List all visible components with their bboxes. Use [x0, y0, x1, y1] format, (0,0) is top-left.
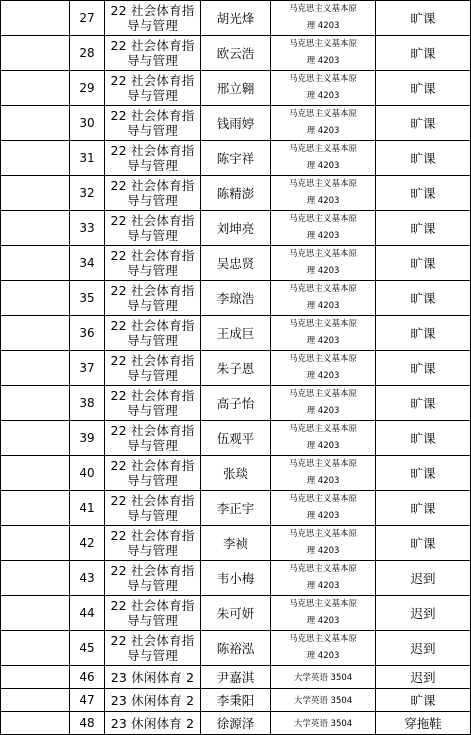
attendance-status: 旷课 — [376, 71, 471, 106]
course-line-2: 理 4203 — [306, 406, 340, 416]
student-name: 伍观平 — [201, 421, 271, 456]
class-line-1: 22 社会体育指 — [110, 528, 195, 543]
class-cell — [105, 316, 201, 351]
class-line-2: 导与管理 — [127, 333, 178, 348]
course-line-2: 理 4203 — [306, 476, 340, 486]
class-line-2: 导与管理 — [127, 648, 178, 663]
course-room-cell — [271, 141, 376, 176]
course-room-cell — [271, 666, 376, 689]
table-row — [1, 1, 471, 36]
course-line-2: 理 4203 — [306, 196, 340, 206]
attendance-status: 旷课 — [376, 281, 471, 316]
student-name: 陈裕泓 — [201, 631, 271, 666]
table-row — [1, 666, 471, 689]
class-cell — [105, 106, 201, 141]
table-row — [1, 712, 471, 735]
row-number: 38 — [70, 386, 105, 421]
class-cell — [105, 631, 201, 666]
blank-cell — [1, 211, 70, 246]
course-line-2: 理 4203 — [306, 546, 340, 556]
attendance-status: 旷课 — [376, 141, 471, 176]
course-room-cell — [271, 316, 376, 351]
attendance-status: 迟到 — [376, 596, 471, 631]
course-line-2: 理 4203 — [306, 616, 340, 626]
course-room-cell — [271, 1, 376, 36]
course-line-1: 马克思主义基本原 — [288, 74, 357, 84]
attendance-status: 旷课 — [376, 456, 471, 491]
class-line-2: 导与管理 — [127, 613, 178, 628]
blank-cell — [1, 491, 70, 526]
course-line-2: 理 4203 — [306, 126, 340, 136]
class-line-2: 导与管理 — [127, 578, 178, 593]
course-line-1: 马克思主义基本原 — [288, 494, 357, 504]
course-line-1: 马克思主义基本原 — [288, 354, 357, 364]
class-line-2: 导与管理 — [127, 508, 178, 523]
table-row — [1, 351, 471, 386]
course-line-2: 理 4203 — [306, 371, 340, 381]
class-line-2: 导与管理 — [127, 193, 178, 208]
course-line-1: 大学英语 3504 — [293, 719, 353, 729]
course-room-cell — [271, 71, 376, 106]
attendance-status: 旷课 — [376, 491, 471, 526]
row-number: 33 — [70, 211, 105, 246]
attendance-status: 旷课 — [376, 351, 471, 386]
table-row — [1, 211, 471, 246]
attendance-status: 旷课 — [376, 211, 471, 246]
course-line-1: 马克思主义基本原 — [288, 39, 357, 49]
student-name: 陈宇祥 — [201, 141, 271, 176]
table-row — [1, 36, 471, 71]
class-line-1: 22 社会体育指 — [110, 213, 195, 228]
table-row — [1, 281, 471, 316]
table-row — [1, 176, 471, 211]
class-cell — [105, 491, 201, 526]
blank-cell — [1, 176, 70, 211]
course-room-cell — [271, 456, 376, 491]
course-line-2: 理 4203 — [306, 336, 340, 346]
student-name: 李正宇 — [201, 491, 271, 526]
course-room-cell — [271, 689, 376, 712]
blank-cell — [1, 71, 70, 106]
attendance-status: 旷课 — [376, 36, 471, 71]
attendance-status: 旷课 — [376, 246, 471, 281]
course-line-1: 马克思主义基本原 — [288, 634, 357, 644]
row-number: 45 — [70, 631, 105, 666]
class-line-1: 22 社会体育指 — [110, 458, 195, 473]
course-line-2: 理 4203 — [306, 441, 340, 451]
class-cell — [105, 526, 201, 561]
course-line-1: 马克思主义基本原 — [288, 319, 357, 329]
student-name: 欧云浩 — [201, 36, 271, 71]
class-line-1: 23 休闲体育 2 — [110, 669, 195, 685]
course-room-cell — [271, 106, 376, 141]
attendance-status: 旷课 — [376, 1, 471, 36]
class-line-1: 22 社会体育指 — [110, 318, 195, 333]
class-line-1: 22 社会体育指 — [110, 283, 195, 298]
course-line-1: 马克思主义基本原 — [288, 179, 357, 189]
course-room-cell — [271, 561, 376, 596]
blank-cell — [1, 561, 70, 596]
course-line-1: 马克思主义基本原 — [288, 424, 357, 434]
class-line-1: 23 休闲体育 2 — [110, 692, 195, 708]
course-line-1: 马克思主义基本原 — [288, 599, 357, 609]
blank-cell — [1, 456, 70, 491]
attendance-status: 旷课 — [376, 106, 471, 141]
course-line-2: 理 4203 — [306, 511, 340, 521]
class-line-1: 22 社会体育指 — [110, 248, 195, 263]
table-row — [1, 386, 471, 421]
class-line-2: 导与管理 — [127, 403, 178, 418]
course-line-2: 理 4203 — [306, 161, 340, 171]
student-name: 李祯 — [201, 526, 271, 561]
table-row — [1, 456, 471, 491]
course-line-2: 理 4203 — [306, 581, 340, 591]
attendance-status: 旷课 — [376, 421, 471, 456]
class-line-2: 导与管理 — [127, 88, 178, 103]
row-number: 36 — [70, 316, 105, 351]
class-line-2: 导与管理 — [127, 158, 178, 173]
student-name: 刘坤亮 — [201, 211, 271, 246]
table-row — [1, 561, 471, 596]
student-name: 王成巨 — [201, 316, 271, 351]
course-room-cell — [271, 386, 376, 421]
row-number: 39 — [70, 421, 105, 456]
course-line-1: 马克思主义基本原 — [288, 459, 357, 469]
blank-cell — [1, 666, 70, 689]
blank-cell — [1, 526, 70, 561]
class-line-2: 导与管理 — [127, 473, 178, 488]
table-row — [1, 421, 471, 456]
course-line-2: 理 4203 — [306, 266, 340, 276]
student-name: 吴忠贤 — [201, 246, 271, 281]
student-name: 邢立翱 — [201, 71, 271, 106]
class-cell — [105, 176, 201, 211]
blank-cell — [1, 631, 70, 666]
row-number: 34 — [70, 246, 105, 281]
class-cell — [105, 1, 201, 36]
table-row — [1, 491, 471, 526]
course-line-1: 马克思主义基本原 — [288, 529, 357, 539]
course-line-2: 理 4203 — [306, 21, 340, 31]
class-line-1: 22 社会体育指 — [110, 353, 195, 368]
course-room-cell — [271, 281, 376, 316]
student-name: 高子怡 — [201, 386, 271, 421]
course-line-1: 马克思主义基本原 — [288, 284, 357, 294]
table-row — [1, 596, 471, 631]
row-number: 28 — [70, 36, 105, 71]
blank-cell — [1, 141, 70, 176]
course-line-1: 马克思主义基本原 — [288, 564, 357, 574]
student-name: 韦小梅 — [201, 561, 271, 596]
class-cell — [105, 689, 201, 712]
class-line-2: 导与管理 — [127, 228, 178, 243]
class-line-1: 22 社会体育指 — [110, 633, 195, 648]
blank-cell — [1, 281, 70, 316]
class-line-2: 导与管理 — [127, 438, 178, 453]
course-line-2: 理 4203 — [306, 231, 340, 241]
attendance-status: 迟到 — [376, 561, 471, 596]
student-name: 胡光烽 — [201, 1, 271, 36]
course-line-1: 马克思主义基本原 — [288, 249, 357, 259]
class-cell — [105, 211, 201, 246]
class-line-1: 23 休闲体育 2 — [110, 715, 195, 731]
student-name: 钱雨婷 — [201, 106, 271, 141]
course-room-cell — [271, 526, 376, 561]
table-row — [1, 631, 471, 666]
attendance-status: 旷课 — [376, 689, 471, 712]
course-line-2: 理 4203 — [306, 651, 340, 661]
row-number: 42 — [70, 526, 105, 561]
course-room-cell — [271, 351, 376, 386]
blank-cell — [1, 689, 70, 712]
class-line-2: 导与管理 — [127, 53, 178, 68]
attendance-status: 穿拖鞋 — [376, 712, 471, 735]
row-number: 27 — [70, 1, 105, 36]
class-cell — [105, 71, 201, 106]
row-number: 48 — [70, 712, 105, 735]
blank-cell — [1, 106, 70, 141]
class-cell — [105, 421, 201, 456]
class-cell — [105, 712, 201, 735]
attendance-status: 迟到 — [376, 666, 471, 689]
course-room-cell — [271, 211, 376, 246]
course-line-2: 理 4203 — [306, 91, 340, 101]
blank-cell — [1, 1, 70, 36]
course-line-1: 大学英语 3504 — [293, 696, 353, 706]
blank-cell — [1, 36, 70, 71]
class-cell — [105, 561, 201, 596]
attendance-status: 旷课 — [376, 526, 471, 561]
student-name: 张琰 — [201, 456, 271, 491]
table-row — [1, 689, 471, 712]
class-line-1: 22 社会体育指 — [110, 563, 195, 578]
course-room-cell — [271, 491, 376, 526]
class-line-2: 导与管理 — [127, 18, 178, 33]
table-row — [1, 71, 471, 106]
class-line-2: 导与管理 — [127, 123, 178, 138]
table-row — [1, 316, 471, 351]
attendance-status: 迟到 — [376, 631, 471, 666]
course-line-1: 马克思主义基本原 — [288, 109, 357, 119]
student-name: 尹嘉淇 — [201, 666, 271, 689]
row-number: 32 — [70, 176, 105, 211]
student-name: 陈精澎 — [201, 176, 271, 211]
row-number: 40 — [70, 456, 105, 491]
table-row — [1, 246, 471, 281]
course-line-1: 大学英语 3504 — [293, 673, 353, 683]
class-line-2: 导与管理 — [127, 368, 178, 383]
course-line-2: 理 4203 — [306, 56, 340, 66]
class-cell — [105, 386, 201, 421]
attendance-status: 旷课 — [376, 316, 471, 351]
row-number: 35 — [70, 281, 105, 316]
class-cell — [105, 281, 201, 316]
blank-cell — [1, 596, 70, 631]
row-number: 43 — [70, 561, 105, 596]
row-number: 41 — [70, 491, 105, 526]
course-line-1: 马克思主义基本原 — [288, 144, 357, 154]
class-cell — [105, 141, 201, 176]
class-line-1: 22 社会体育指 — [110, 178, 195, 193]
row-number: 47 — [70, 689, 105, 712]
course-room-cell — [271, 631, 376, 666]
class-line-1: 22 社会体育指 — [110, 598, 195, 613]
row-number: 30 — [70, 106, 105, 141]
class-line-2: 导与管理 — [127, 263, 178, 278]
class-line-1: 22 社会体育指 — [110, 388, 195, 403]
class-cell — [105, 596, 201, 631]
attendance-status: 旷课 — [376, 176, 471, 211]
table-row — [1, 526, 471, 561]
row-number: 44 — [70, 596, 105, 631]
blank-cell — [1, 386, 70, 421]
blank-cell — [1, 351, 70, 386]
class-cell — [105, 36, 201, 71]
row-number: 46 — [70, 666, 105, 689]
class-line-2: 导与管理 — [127, 298, 178, 313]
class-line-1: 22 社会体育指 — [110, 73, 195, 88]
class-cell — [105, 666, 201, 689]
class-line-1: 22 社会体育指 — [110, 3, 195, 18]
table-row — [1, 106, 471, 141]
class-line-1: 22 社会体育指 — [110, 423, 195, 438]
student-name: 朱可妍 — [201, 596, 271, 631]
course-room-cell — [271, 246, 376, 281]
course-line-1: 马克思主义基本原 — [288, 214, 357, 224]
course-room-cell — [271, 421, 376, 456]
row-number: 37 — [70, 351, 105, 386]
class-cell — [105, 246, 201, 281]
row-number: 29 — [70, 71, 105, 106]
blank-cell — [1, 421, 70, 456]
course-room-cell — [271, 712, 376, 735]
table-row — [1, 141, 471, 176]
student-name: 徐源泽 — [201, 712, 271, 735]
course-room-cell — [271, 176, 376, 211]
blank-cell — [1, 712, 70, 735]
class-line-2: 导与管理 — [127, 543, 178, 558]
student-name: 李琼浩 — [201, 281, 271, 316]
class-line-1: 22 社会体育指 — [110, 493, 195, 508]
row-number: 31 — [70, 141, 105, 176]
course-line-2: 理 4203 — [306, 301, 340, 311]
blank-cell — [1, 246, 70, 281]
course-room-cell — [271, 36, 376, 71]
class-line-1: 22 社会体育指 — [110, 108, 195, 123]
blank-cell — [1, 316, 70, 351]
class-line-1: 22 社会体育指 — [110, 143, 195, 158]
course-line-1: 马克思主义基本原 — [288, 389, 357, 399]
student-name: 李秉阳 — [201, 689, 271, 712]
attendance-status: 旷课 — [376, 386, 471, 421]
student-name: 朱子恩 — [201, 351, 271, 386]
course-line-1: 马克思主义基本原 — [288, 4, 357, 14]
course-room-cell — [271, 596, 376, 631]
class-cell — [105, 351, 201, 386]
class-cell — [105, 456, 201, 491]
class-line-1: 22 社会体育指 — [110, 38, 195, 53]
